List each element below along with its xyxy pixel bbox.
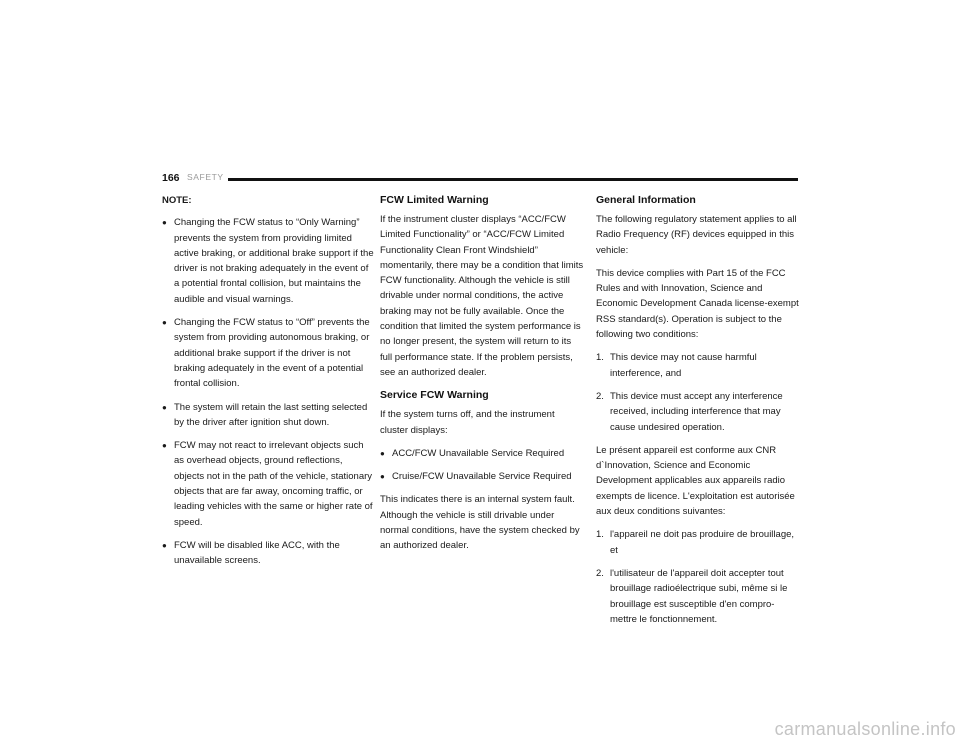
paragraph: This device complies with Part 15 of the FCC Rules and with Innovation, Science and Economic Development Canada license-exempt RSS standard(s). Operation is subject to the following two conditions: <box>596 267 799 341</box>
column-middle <box>380 193 584 562</box>
numbered-item: 2. l'utilisateur de l'appareil doit accepter tout brouillage radioélectrique subi, même si le brouillage est susceptible d'en compro-mettre le fonctionnement. <box>596 567 788 625</box>
bullet-icon: ● <box>162 441 167 451</box>
bullet-icon: ● <box>380 472 385 482</box>
paragraph: If the system turns off, and the instrument cluster displays: <box>380 409 555 436</box>
bullet-icon: ● <box>380 448 385 458</box>
list-item: ● FCW will be disabled like ACC, with the unavailable screens. <box>162 539 340 567</box>
numbered-item: 1. This device may not cause harmful interference, and <box>596 352 757 379</box>
column-left <box>162 193 374 577</box>
page-header <box>162 172 798 188</box>
list-item: ● ACC/FCW Unavailable Service Required <box>380 446 584 461</box>
bullet-icon: ● <box>162 218 167 228</box>
heading-general-information: General Information <box>596 194 696 206</box>
column-right <box>596 193 800 635</box>
paragraph: The following regulatory statement applies to all Radio Frequency (RF) devices equipped in this vehicle: <box>596 214 797 256</box>
numbered-item: 2. This device must accept any interference received, including interference that may cause undesired operation. <box>596 390 783 433</box>
list-item: ● The system will retain the last setting selected by the driver after ignition shut down. <box>162 401 368 428</box>
list-item: ● FCW may not react to irrelevant objects such as overhead objects, ground reflections, objects not in the path of the vehicle, stationary objects that are far away, oncoming traffic, or leading vehicles with the same or higher rate of speed. <box>162 440 373 528</box>
paragraph: If the instrument cluster displays “ACC/FCW Limited Functionality” or “ACC/FCW Limited Functionality Clean Front Windshield” momentarily, there may be a condition that limits FCW functionality. Although the vehicle is still drivable under normal conditions, the active braking may not be fully available. Once the condition that limited the system performance is no longer present, the system will return to its full performance state. If the problem persists, see an authorized dealer. <box>380 214 584 378</box>
paragraph: Le présent appareil est conforme aux CNR d`Innovation, Science and Economic Development applicables aux appareils radio exempts de licence. L'exploitation est autorisée aux deux conditions suivantes: <box>596 444 795 518</box>
header-rule <box>228 178 798 181</box>
note-label: NOTE: <box>162 195 192 206</box>
watermark: carmanualsonline.info <box>774 719 956 739</box>
numbered-item: 1. l'appareil ne doit pas produire de brouillage, et <box>596 529 795 556</box>
page-number: 166 <box>162 172 180 184</box>
bullet-icon: ● <box>162 318 167 328</box>
heading-fcw-limited-warning: FCW Limited Warning <box>380 194 489 206</box>
list-item: ● Changing the FCW status to “Off” prevents the system from providing autonomous braking, or additional brake support if the driver is not braking adequately in the event of a potential frontal collision. <box>162 317 370 390</box>
bullet-icon: ● <box>162 540 167 550</box>
section-title: SAFETY <box>187 172 224 182</box>
bullet-icon: ● <box>162 402 167 412</box>
list-item: ● Cruise/FCW Unavailable Service Required <box>380 469 584 484</box>
heading-service-fcw-warning: Service FCW Warning <box>380 389 489 402</box>
list-item: ● Changing the FCW status to “Only Warning” prevents the system from providing limited active braking, or additional brake support if the driver is not braking adequately in the event of a potential frontal collision, but maintains the audible and visual warnings. <box>162 217 374 305</box>
paragraph: This indicates there is an internal system fault. Although the vehicle is still drivable under normal conditions, have the system checked by an authorized dealer. <box>380 494 580 552</box>
